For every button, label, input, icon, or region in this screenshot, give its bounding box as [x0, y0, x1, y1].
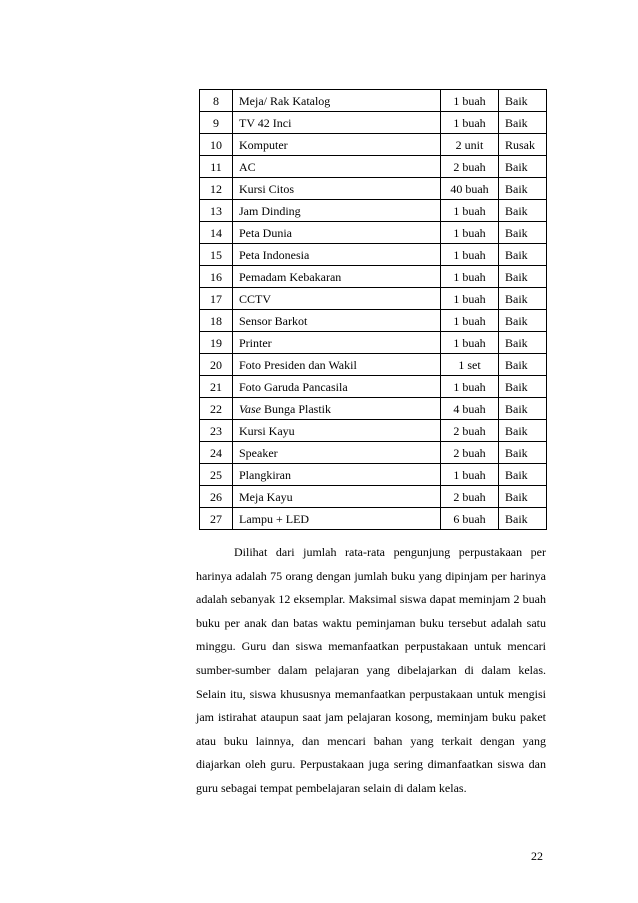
table-row — [200, 178, 547, 200]
item-name: Jam Dinding — [233, 200, 441, 222]
item-condition: Baik — [499, 310, 547, 332]
item-condition: Baik — [499, 156, 547, 178]
table-row — [200, 354, 547, 376]
item-name: Foto Presiden dan Wakil — [233, 354, 441, 376]
table-row — [200, 332, 547, 354]
item-quantity: 1 set — [441, 354, 499, 376]
item-number: 18 — [200, 310, 233, 332]
inventory-table — [199, 89, 547, 530]
item-condition: Baik — [499, 332, 547, 354]
item-quantity: 2 buah — [441, 420, 499, 442]
item-quantity: 1 buah — [441, 90, 499, 112]
item-name — [233, 398, 441, 420]
item-quantity: 1 buah — [441, 112, 499, 134]
table-row — [200, 112, 547, 134]
item-number: 16 — [200, 266, 233, 288]
item-quantity: 1 buah — [441, 222, 499, 244]
item-name: Komputer — [233, 134, 441, 156]
item-quantity: 6 buah — [441, 508, 499, 530]
item-name: Meja/ Rak Katalog — [233, 90, 441, 112]
item-name: Peta Dunia — [233, 222, 441, 244]
item-condition: Baik — [499, 112, 547, 134]
item-quantity: 1 buah — [441, 200, 499, 222]
item-number: 10 — [200, 134, 233, 156]
item-name: Kursi Citos — [233, 178, 441, 200]
item-number: 22 — [200, 398, 233, 420]
item-number: 19 — [200, 332, 233, 354]
item-name: Plangkiran — [233, 464, 441, 486]
table-row — [200, 442, 547, 464]
item-condition: Baik — [499, 420, 547, 442]
item-number: 12 — [200, 178, 233, 200]
item-name: TV 42 Inci — [233, 112, 441, 134]
item-condition: Baik — [499, 464, 547, 486]
item-condition: Baik — [499, 486, 547, 508]
item-number: 11 — [200, 156, 233, 178]
item-condition: Baik — [499, 376, 547, 398]
item-number: 14 — [200, 222, 233, 244]
item-condition: Baik — [499, 222, 547, 244]
item-quantity: 1 buah — [441, 464, 499, 486]
item-number: 23 — [200, 420, 233, 442]
item-quantity: 1 buah — [441, 244, 499, 266]
item-number: 27 — [200, 508, 233, 530]
item-name: Lampu + LED — [233, 508, 441, 530]
item-condition: Baik — [499, 508, 547, 530]
table-row — [200, 222, 547, 244]
table-row — [200, 90, 547, 112]
item-condition: Baik — [499, 200, 547, 222]
item-number: 21 — [200, 376, 233, 398]
inventory-table-body — [200, 90, 547, 530]
item-number: 13 — [200, 200, 233, 222]
table-row — [200, 288, 547, 310]
item-name: Printer — [233, 332, 441, 354]
table-row — [200, 508, 547, 530]
item-quantity: 2 buah — [441, 442, 499, 464]
item-quantity: 1 buah — [441, 288, 499, 310]
item-number: 20 — [200, 354, 233, 376]
item-name: Kursi Kayu — [233, 420, 441, 442]
table-row — [200, 134, 547, 156]
page-number: 22 — [531, 849, 543, 863]
table-row — [200, 244, 547, 266]
item-name-italic: Vase — [239, 401, 261, 416]
item-quantity: 2 buah — [441, 486, 499, 508]
item-name: Sensor Barkot — [233, 310, 441, 332]
item-quantity: 2 buah — [441, 156, 499, 178]
item-number: 25 — [200, 464, 233, 486]
table-row — [200, 156, 547, 178]
item-condition: Baik — [499, 442, 547, 464]
item-name: Meja Kayu — [233, 486, 441, 508]
item-condition: Baik — [499, 178, 547, 200]
item-number: 15 — [200, 244, 233, 266]
table-row — [200, 310, 547, 332]
item-name: Peta Indonesia — [233, 244, 441, 266]
item-condition: Rusak — [499, 134, 547, 156]
paragraph-text: Dilihat dari jumlah rata-rata pengunjung perpustakaan per harinya adalah 75 orang dengan jumlah buku yang dipinjam per harinya adalah sebanyak 12 eksemplar. Maksimal siswa dapat meminjam 2 buah buku per anak dan batas waktu peminjaman buku tersebut adalah satu minggu. Guru dan siswa memanfaatkan perpustakaan untuk mencari sumber-sumber dalam pelajaran yang dibelajarkan di dalam kelas. Selain itu, siswa khususnya memanfaatkan perpustakaan untuk mengisi jam istirahat ataupun saat jam pelajaran kosong, meminjam buku paket atau buku lainnya, dan mencari bahan yang terkait dengan yang diajarkan oleh guru. Perpustakaan juga sering dimanfaatkan siswa dan guru sebagai tempat pembelajaran selain di dalam kelas. — [196, 545, 546, 795]
item-number: 8 — [200, 90, 233, 112]
item-number: 9 — [200, 112, 233, 134]
item-name: Pemadam Kebakaran — [233, 266, 441, 288]
item-quantity: 1 buah — [441, 266, 499, 288]
table-row — [200, 398, 547, 420]
item-condition: Baik — [499, 244, 547, 266]
item-name: Speaker — [233, 442, 441, 464]
item-quantity: 1 buah — [441, 310, 499, 332]
table-row — [200, 420, 547, 442]
item-condition: Baik — [499, 354, 547, 376]
item-name: Foto Garuda Pancasila — [233, 376, 441, 398]
item-quantity: 2 unit — [441, 134, 499, 156]
item-quantity: 1 buah — [441, 332, 499, 354]
table-row — [200, 464, 547, 486]
item-name-rest: Bunga Plastik — [261, 401, 332, 416]
item-name: AC — [233, 156, 441, 178]
item-quantity: 4 buah — [441, 398, 499, 420]
item-condition: Baik — [499, 398, 547, 420]
body-paragraph — [196, 541, 546, 801]
table-row — [200, 200, 547, 222]
table-row — [200, 376, 547, 398]
item-condition: Baik — [499, 288, 547, 310]
item-number: 26 — [200, 486, 233, 508]
item-name: CCTV — [233, 288, 441, 310]
item-number: 17 — [200, 288, 233, 310]
table-row — [200, 266, 547, 288]
item-condition: Baik — [499, 90, 547, 112]
item-number: 24 — [200, 442, 233, 464]
item-quantity: 40 buah — [441, 178, 499, 200]
item-condition: Baik — [499, 266, 547, 288]
item-quantity: 1 buah — [441, 376, 499, 398]
table-row — [200, 486, 547, 508]
